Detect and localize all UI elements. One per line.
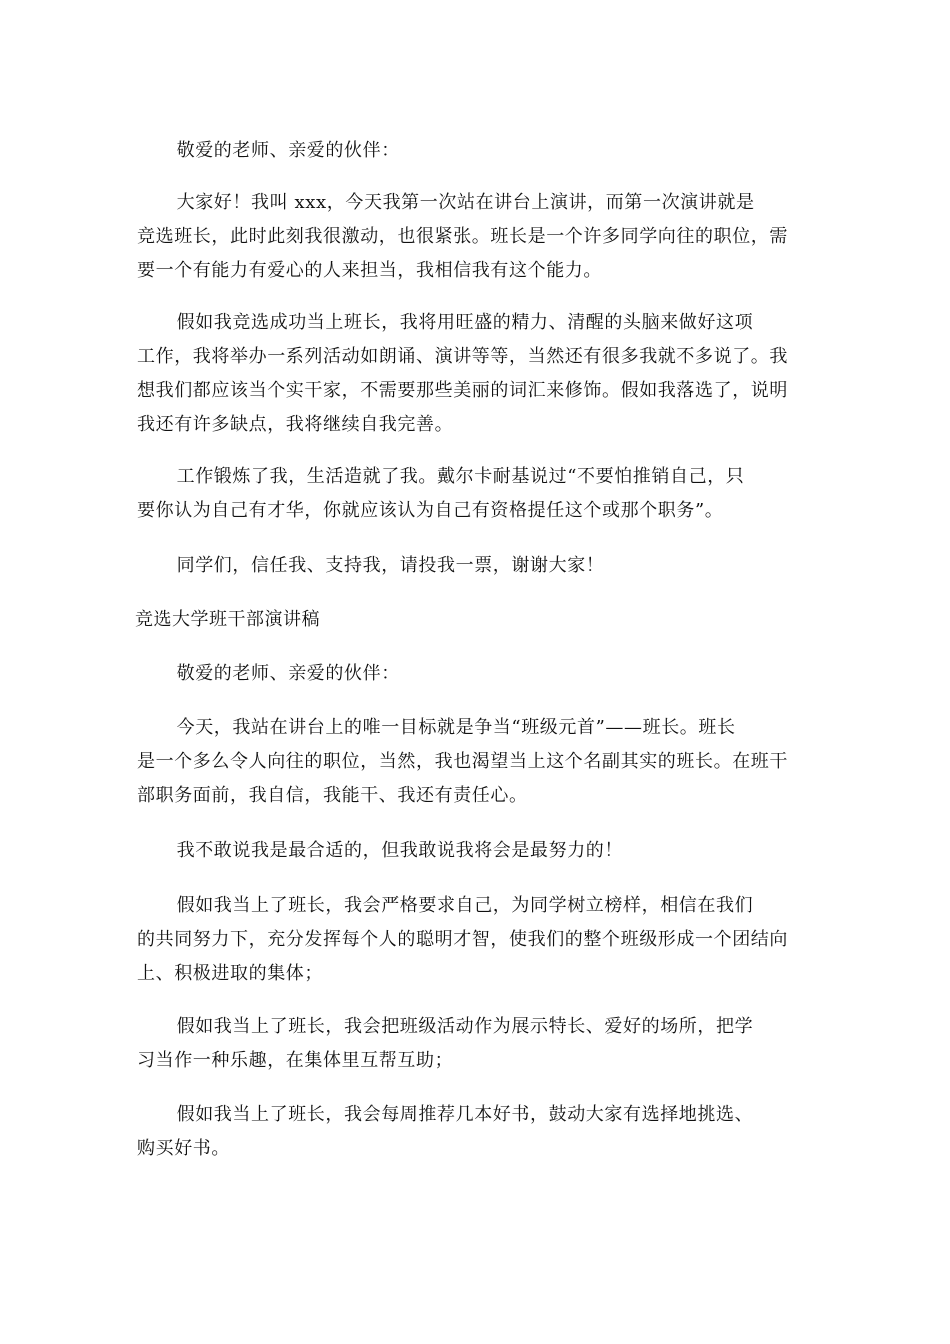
paragraph-line: 假如我当上了班长，我会把班级活动作为展示特长、爱好的场所，把学 (176, 1016, 754, 1037)
paragraph-line: 假如我当上了班长，我会每周推荐几本好书，鼓动大家有选择地挑选、 (176, 1104, 754, 1125)
paragraph-promise-1 (137, 889, 809, 991)
paragraph-intro (137, 186, 809, 288)
paragraph-effort (137, 834, 809, 868)
paragraph-line: 大家好！我叫 xxx，今天我第一次站在讲台上演讲，而第一次演讲就是 (176, 192, 755, 213)
paragraph-line: 我还有许多缺点，我将继续自我完善。 (137, 414, 454, 435)
paragraph-line: 竞选班长，此时此刻我很激动，也很紧张。班长是一个许多同学向往的职位，需 (137, 226, 788, 247)
salutation-1 (137, 134, 809, 168)
paragraph-line: 今天，我站在讲台上的唯一目标就是争当“班级元首”——班长。班长 (176, 717, 736, 738)
section-title-text: 竞选大学班干部演讲稿 (135, 609, 320, 630)
paragraph-line: 假如我当上了班长，我会严格要求自己，为同学树立榜样，相信在我们 (176, 895, 754, 916)
paragraph-closing (137, 549, 809, 583)
paragraph-line: 要你认为自己有才华，你就应该认为自己有资格提任这个或那个职务”。 (137, 500, 724, 521)
paragraph-line: 想我们都应该当个实干家，不需要那些美丽的词汇来修饰。假如我落选了，说明 (137, 380, 788, 401)
section-title (137, 603, 809, 637)
paragraph-promise-2 (137, 1010, 809, 1078)
paragraph-promise-3 (137, 1098, 809, 1166)
paragraph-line: 工作，我将举办一系列活动如朗诵、演讲等等，当然还有很多我就不多说了。我 (137, 346, 788, 367)
paragraph-line: 习当作一种乐趣，在集体里互帮互助； (137, 1050, 454, 1071)
salutation-2 (137, 657, 809, 691)
paragraph-line: 敬爱的老师、亲爱的伙伴： (176, 140, 400, 161)
paragraph-line: 部职务面前，我自信，我能干、我还有责任心。 (137, 785, 528, 806)
paragraph-goal (137, 711, 809, 813)
paragraph-line: 的共同努力下，充分发挥每个人的聪明才智，使我们的整个班级形成一个团结向 (137, 929, 788, 950)
paragraph-line: 上、积极进取的集体； (137, 963, 323, 984)
paragraph-plan (137, 306, 809, 442)
paragraph-quote (137, 460, 809, 528)
paragraph-line: 同学们，信任我、支持我，请投我一票，谢谢大家！ (176, 555, 605, 576)
paragraph-line: 是一个多么令人向往的职位，当然，我也渴望当上这个名副其实的班长。在班干 (137, 751, 788, 772)
paragraph-line: 假如我竞选成功当上班长，我将用旺盛的精力、清醒的头脑来做好这项 (176, 312, 754, 333)
paragraph-line: 购买好书。 (137, 1138, 230, 1159)
paragraph-line: 敬爱的老师、亲爱的伙伴： (176, 663, 400, 684)
paragraph-line: 要一个有能力有爱心的人来担当，我相信我有这个能力。 (137, 260, 602, 281)
paragraph-line: 工作锻炼了我，生活造就了我。戴尔卡耐基说过“不要怕推销自己，只 (176, 466, 745, 487)
paragraph-line: 我不敢说我是最合适的，但我敢说我将会是最努力的！ (176, 840, 623, 861)
